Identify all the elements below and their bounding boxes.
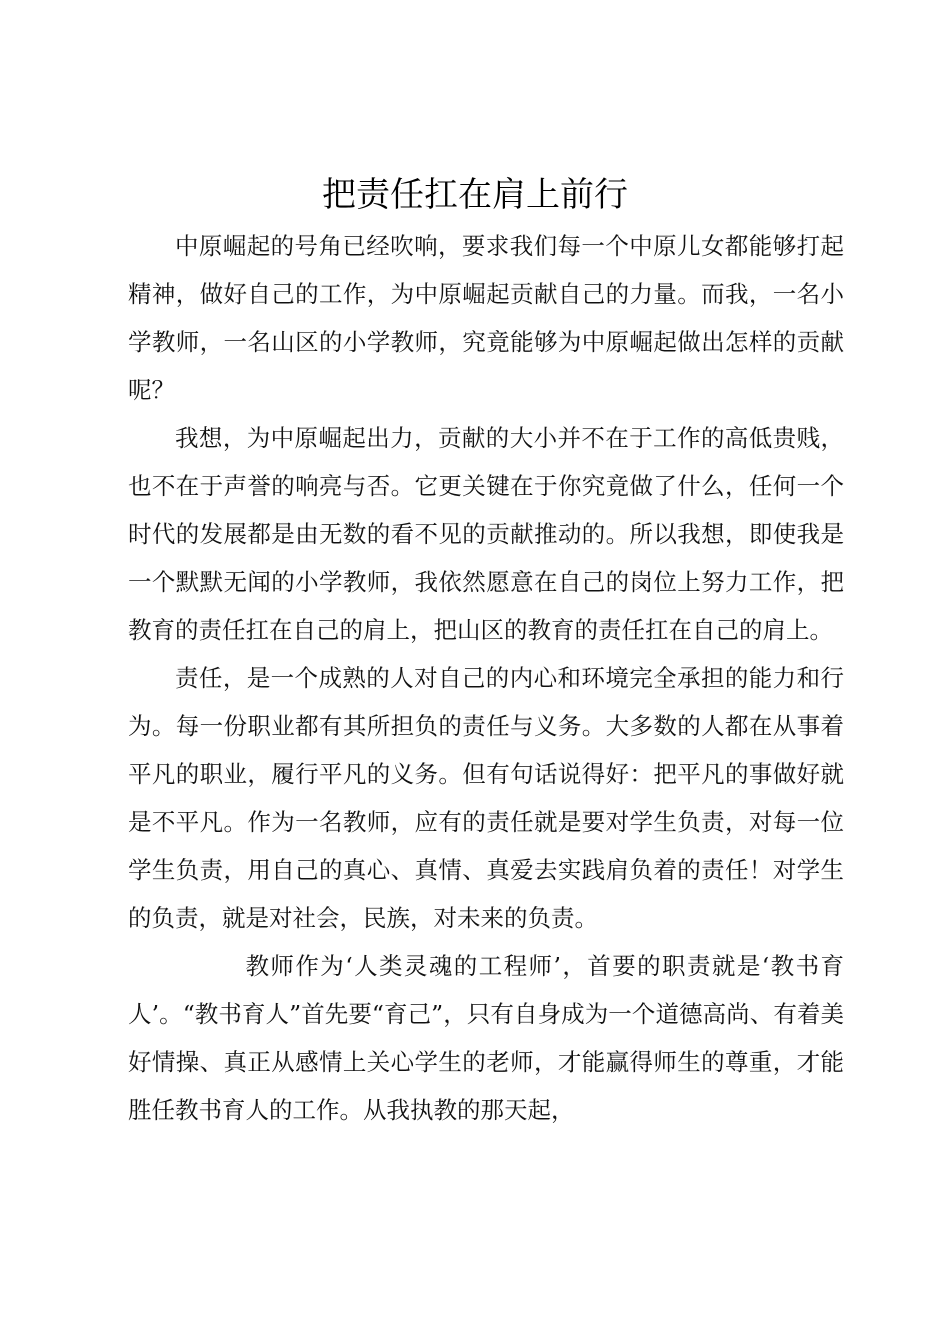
paragraph-2: 我想，为中原崛起出力，贡献的大小并不在于工作的高低贵贱，也不在于声誉的响亮与否。它更关键在于你究竟做了什么，任何一个时代的发展都是由无数的看不见的贡献推动的。所以我想，即使我是一个默默无闻的小学教师，我依然愿意在自己的岗位上努力工作，把教育的责任扛在自己的肩上，把山区的教育的责任扛在自己的肩上。	[128, 424, 844, 644]
paragraph-4: 教师作为‘人类灵魂的工程师’，首要的职责就是‘教书育人’。“教书育人”首先要“育己”，只有自身成为一个道德高尚、有着美好情操、真正从感情上关心学生的老师，才能赢得师生的尊重，才能胜任教书育人的工作。从我执教的那天起，	[128, 952, 844, 1124]
document-body	[128, 222, 844, 1134]
document-title: 把责任扛在肩上前行	[322, 175, 628, 215]
paragraph-3: 责任，是一个成熟的人对自己的内心和环境完全承担的能力和行为。每一份职业都有其所担负的责任与义务。大多数的人都在从事着平凡的职业，履行平凡的义务。但有句话说得好：把平凡的事做好就是不平凡。作为一名教师，应有的责任就是要对学生负责，对每一位学生负责，用自己的真心、真情、真爱去实践肩负着的责任！对学生的负责，就是对社会，民族，对未来的负责。	[128, 664, 844, 932]
paragraph-1: 中原崛起的号角已经吹响，要求我们每一个中原儿女都能够打起精神，做好自己的工作，为中原崛起贡献自己的力量。而我，一名小学教师，一名山区的小学教师，究竟能够为中原崛起做出怎样的贡献呢？	[128, 232, 844, 404]
